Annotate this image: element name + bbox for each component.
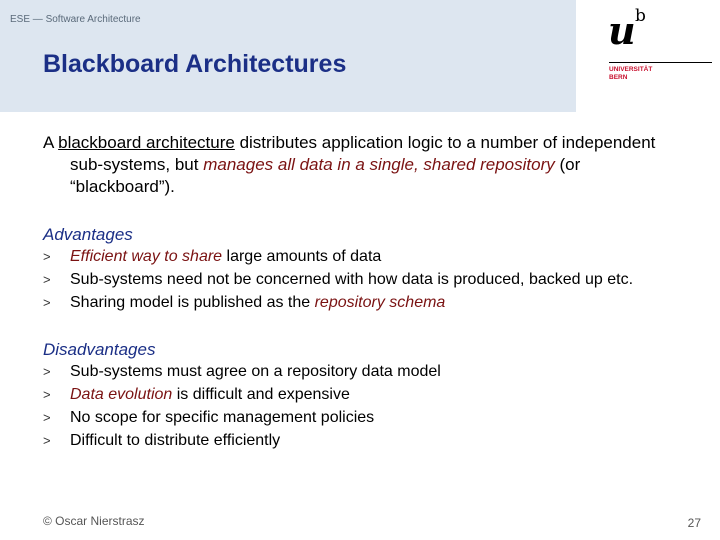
disadvantage-2-text: is difficult and expensive bbox=[172, 386, 350, 403]
university-logo bbox=[576, 0, 720, 112]
list-item bbox=[43, 361, 683, 382]
advantage-1-emphasis: Efficient way to share bbox=[70, 248, 223, 265]
bullet-marker: > bbox=[43, 295, 51, 310]
logo-b-glyph: b bbox=[635, 6, 646, 26]
bullet-marker: > bbox=[43, 387, 51, 402]
list-item bbox=[43, 407, 683, 428]
intro-paragraph bbox=[43, 132, 683, 198]
list-item bbox=[43, 430, 683, 451]
copyright-footer: © Oscar Nierstrasz bbox=[43, 514, 145, 528]
slide-title: Blackboard Architectures bbox=[43, 50, 347, 78]
advantages-section bbox=[43, 224, 683, 313]
advantages-title: Advantages bbox=[43, 225, 133, 244]
advantage-3-emphasis: repository schema bbox=[314, 294, 446, 311]
blackboard-architecture-term: blackboard architecture bbox=[58, 133, 235, 152]
bullet-marker: > bbox=[43, 272, 51, 287]
bullet-marker: > bbox=[43, 364, 51, 379]
disadvantage-3-text: No scope for specific management policies bbox=[70, 409, 375, 426]
intro-text-2: distributes application logic to a number of independent sub-systems, but bbox=[70, 133, 656, 174]
logo-text bbox=[609, 66, 652, 82]
list-item bbox=[43, 292, 683, 313]
disadvantage-4-text: Difficult to distribute efficiently bbox=[70, 432, 281, 449]
slide-content bbox=[43, 132, 683, 453]
logo-u-glyph: u bbox=[608, 8, 636, 53]
intro-emphasis: manages all data in a single, shared repository bbox=[203, 155, 555, 174]
disadvantage-1-text: Sub-systems must agree on a repository data model bbox=[70, 363, 441, 380]
disadvantage-2-emphasis: Data evolution bbox=[70, 386, 173, 403]
disadvantages-list bbox=[43, 361, 683, 451]
bullet-marker: > bbox=[43, 249, 51, 264]
advantages-list bbox=[43, 246, 683, 313]
bullet-marker: > bbox=[43, 433, 51, 448]
logo-line1: UNIVERSITÄT bbox=[609, 66, 653, 73]
course-label: ESE — Software Architecture bbox=[10, 14, 141, 25]
intro-text-3: (or “blackboard”). bbox=[70, 155, 581, 196]
advantage-3-text: Sharing model is published as the bbox=[70, 294, 315, 311]
slide-header bbox=[0, 0, 576, 112]
advantage-1-text: large amounts of data bbox=[222, 248, 382, 265]
disadvantages-section bbox=[43, 339, 683, 451]
disadvantages-title: Disadvantages bbox=[43, 340, 156, 359]
logo-line2: BERN bbox=[609, 74, 628, 81]
list-item bbox=[43, 384, 683, 405]
page-number: 27 bbox=[687, 516, 701, 530]
intro-text-1: A bbox=[43, 133, 59, 152]
advantage-2-text: Sub-systems need not be concerned with how data is produced, backed up etc. bbox=[70, 271, 634, 288]
bullet-marker: > bbox=[43, 410, 51, 425]
logo-divider bbox=[609, 62, 712, 63]
list-item bbox=[43, 269, 683, 290]
list-item bbox=[43, 246, 683, 267]
